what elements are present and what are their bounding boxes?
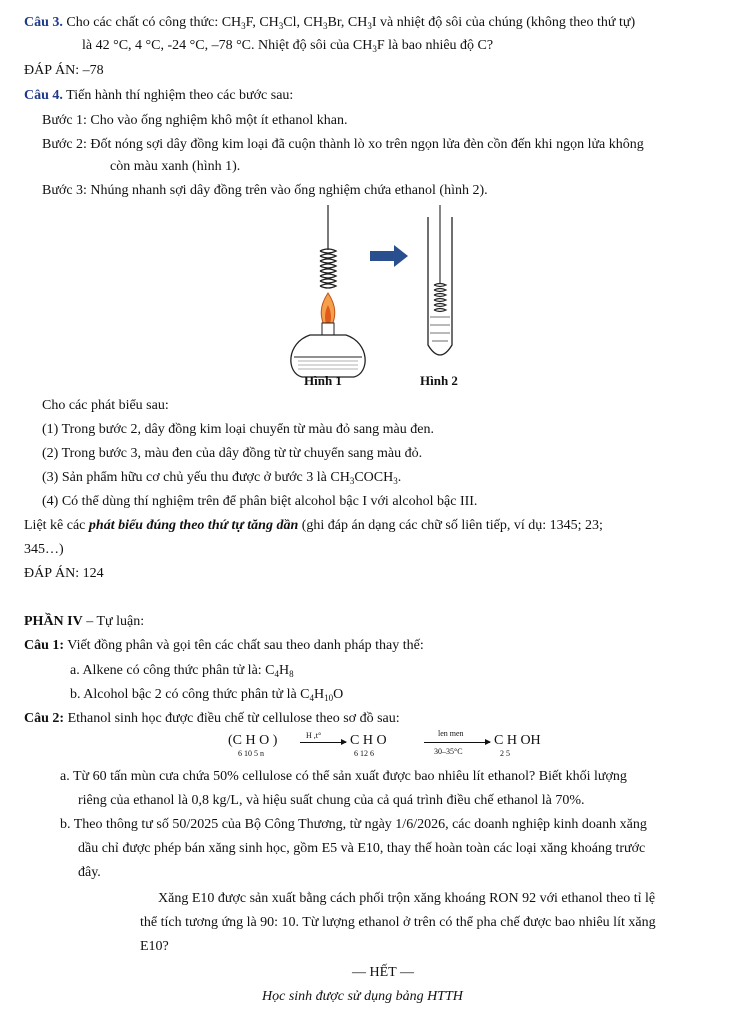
part4-c1a: a. Alkene có công thức phân tử là: $C_4H_8$ xyxy=(70,663,294,679)
e10-paragraph-cont2: E10? xyxy=(140,939,169,954)
q3-label: Câu 3. xyxy=(24,15,63,30)
list-instruction-cont: 345…) xyxy=(24,542,64,557)
arrow-right-icon xyxy=(370,245,408,267)
copper-coil-icon xyxy=(320,205,336,288)
statements-intro: Cho các phát biểu sau: xyxy=(42,398,169,413)
product-glucose: C H O xyxy=(350,733,387,748)
arrow-2 xyxy=(424,742,490,743)
statement-3: (3) Sản phẩm hữu cơ chủ yếu thu được ở bước 3 là $CH_3COCH_3$. xyxy=(42,470,402,486)
q4-answer: ĐÁP ÁN: 124 xyxy=(24,566,104,581)
part4-c2b-cont2: đây. xyxy=(78,865,101,880)
part4-c1b: b. Alcohol bậc 2 có công thức phân tử là $C_4H_{10}O$ xyxy=(70,687,344,703)
experiment-figure xyxy=(280,205,520,390)
experiment-illustration xyxy=(280,205,520,390)
q4-step2: Bước 2: Đốt nóng sợi dây đồng kim loại đã cuộn thành lò xo trên ngọn lửa đèn cồn đến khi ngọn lửa không xyxy=(42,137,644,152)
statement-2: (2) Trong bước 3, màu đen của dây đồng từ từ chuyển sang màu đỏ. xyxy=(42,446,423,461)
q4-step1: Bước 1: Cho vào ống nghiệm khô một ít ethanol khan. xyxy=(42,113,348,128)
list-instruction: Liệt kê các phát biểu đúng theo thứ tự tăng dần (ghi đáp án dạng các chữ số liên tiếp, ví dụ: 1345; 23; xyxy=(24,518,603,533)
part4-c2b-cont: dầu chỉ được phép bán xăng sinh học, gồm E5 và E10, thay thế hoàn toàn các loại xăng khoáng trước xyxy=(78,841,646,856)
e10-paragraph-cont: thể tích tương ứng là 90: 10. Từ lượng ethanol ở trên có thể pha chế được bao nhiêu lít xăng xyxy=(140,915,656,930)
part4-c1: Câu 1: Viết đồng phân và gọi tên các chất sau theo danh pháp thay thế: xyxy=(24,638,424,653)
statement-4: (4) Có thể dùng thí nghiệm trên để phân biệt alcohol bậc I với alcohol bậc III. xyxy=(42,494,478,509)
q4-step3: Bước 3: Nhúng nhanh sợi dây đồng trên vào ống nghiệm chứa ethanol (hình 2). xyxy=(42,183,488,198)
q4-step2-cont: còn màu xanh (hình 1). xyxy=(110,159,241,174)
part4-c2: Câu 2: Ethanol sinh học được điều chế từ cellulose theo sơ đồ sau: xyxy=(24,711,400,726)
product-ethanol: C H OH xyxy=(494,733,541,748)
footer-note: Học sinh được sử dụng bảng HTTH xyxy=(262,989,463,1004)
part4-c2a-cont: riêng của ethanol là 0,8 kg/L, và hiệu suất chung của cả quá trình điều chế ethanol là 70%. xyxy=(78,793,585,808)
part4-heading: PHẦN IV – Tự luận: xyxy=(24,614,145,629)
figure2-caption: Hình 2 xyxy=(420,373,458,388)
arrow-1 xyxy=(300,742,346,743)
test-tube-icon xyxy=(428,205,452,355)
statement-1: (1) Trong bước 2, dây đồng kim loại chuyển từ màu đỏ sang màu đen. xyxy=(42,422,434,437)
q3-line2: là 42 °C, 4 °C, -24 °C, –78 °C. Nhiệt độ sôi của $CH_3F$ là bao nhiêu độ C? xyxy=(82,38,494,54)
reactant-cellulose: (C H O ) xyxy=(228,733,278,748)
part4-c2a: a. Từ 60 tấn mùn cưa chứa 50% cellulose có thể sản xuất được bao nhiêu lít ethanol? Biết khối lượng xyxy=(60,769,627,784)
reaction-scheme: (C H O ) 6 10 5 n H ,t° C H O 6 12 6 len men 30–35°C C H OH 2 5 xyxy=(228,729,541,758)
q4-intro: Câu 4. Tiến hành thí nghiệm theo các bước sau: xyxy=(24,88,294,103)
q3-line1: Câu 3. Cho các chất có công thức: $CH_3F$, $CH_3Cl$, $CH_3Br$, $CH_3I$ và nhiệt độ sôi của chúng (không theo thứ tự) xyxy=(24,15,636,31)
q3-answer: ĐÁP ÁN: –78 xyxy=(24,63,104,78)
alcohol-lamp-icon xyxy=(291,323,365,377)
figure1-caption: Hình 1 xyxy=(304,373,342,388)
end-marker: — HẾT — xyxy=(352,965,414,980)
part4-c2b: b. Theo thông tư số 50/2025 của Bộ Công Thương, từ ngày 1/6/2026, các doanh nghiệp kinh doanh xăng xyxy=(60,817,647,832)
e10-paragraph: Xăng E10 được sản xuất bằng cách phối trộn xăng khoáng RON 92 với ethanol theo tỉ lệ xyxy=(158,891,656,906)
q4-label: Câu 4. xyxy=(24,88,63,103)
